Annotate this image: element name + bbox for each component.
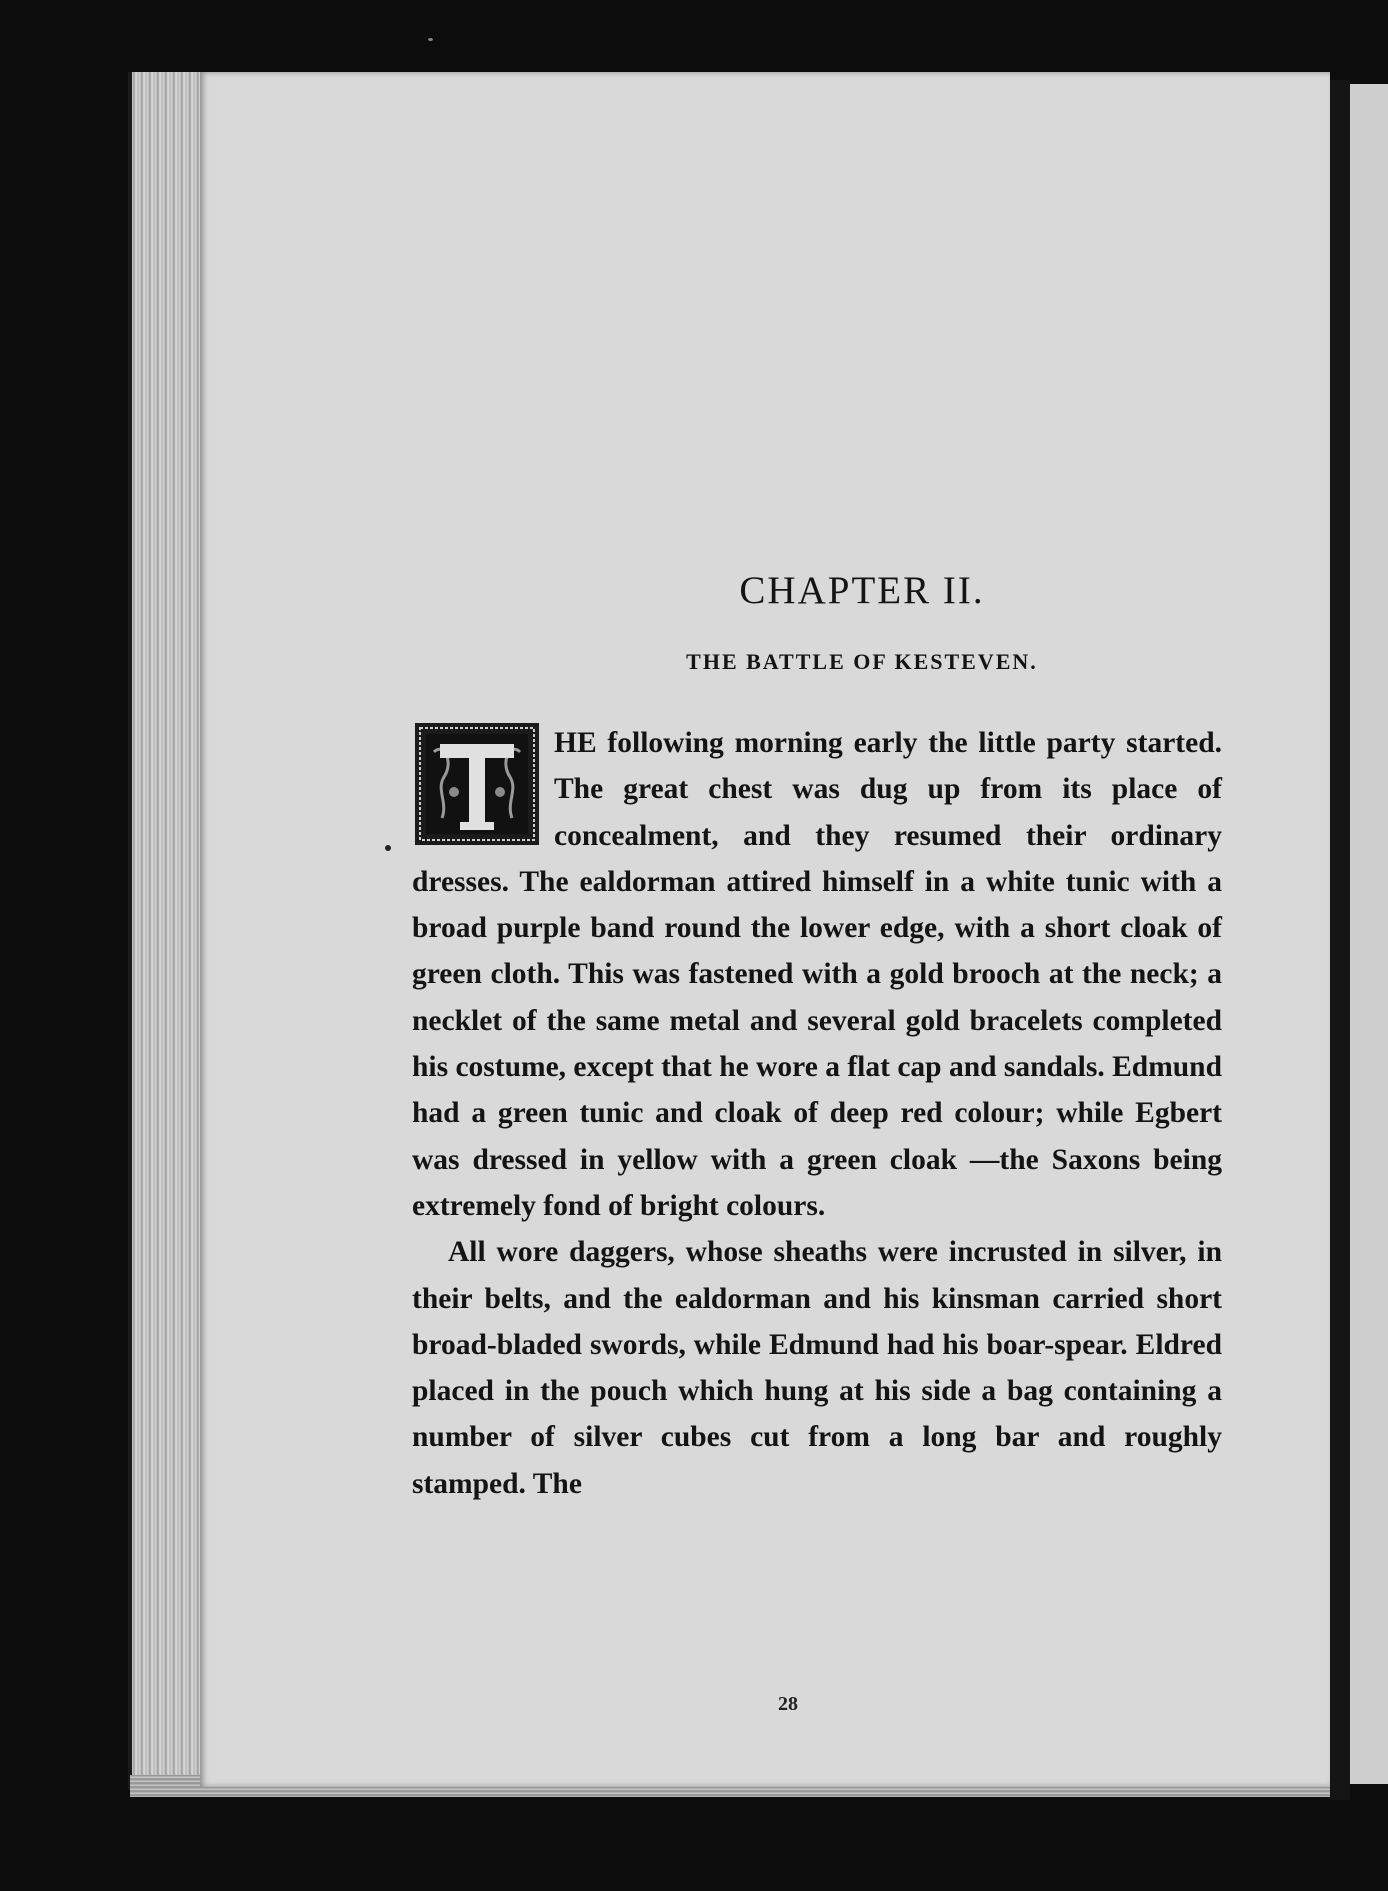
chapter-body xyxy=(412,720,1222,1507)
page-number: 28 xyxy=(778,1693,798,1715)
dust-speck xyxy=(385,845,391,851)
binding-shadow xyxy=(1330,80,1350,1800)
paragraph-1-text: HE following morning early the little party started. The great chest was dug up from its place of concealment, and they resumed their ordinary dresses. The ealdorman attired himself in a white tunic with a broad purple band round the lower edge, with a short cloak of green cloth. This was fastened with a gold brooch at the neck; a necklet of the same metal and several gold bracelets completed his costume, except that he wore a flat cap and sandals. Edmund had a green tunic and cloak of deep red colour; while Egbert was dressed in yellow with a green cloak —the Saxons being extremely fond of bright colours. xyxy=(412,727,1222,1222)
paragraph-2: All wore daggers, whose sheaths were incrusted in silver, in their belts, and the ealdorman and his kinsman carried short broad-bladed swords, while Edmund had his boar-spear. Eldred placed in the pouch which hung at his side a bag containing a number of silver cubes cut from a long bar and roughly stamped. The xyxy=(412,1236,1222,1500)
chapter-subtitle: THE BATTLE OF KESTEVEN. xyxy=(686,649,1038,674)
facing-page-edge xyxy=(1350,84,1388,1784)
chapter-title: CHAPTER II. xyxy=(739,569,985,612)
dust-speck xyxy=(428,38,433,41)
page-edges xyxy=(128,72,204,1790)
paragraph-1 xyxy=(412,720,1222,1229)
ornamental-dropcap-icon xyxy=(414,722,540,846)
